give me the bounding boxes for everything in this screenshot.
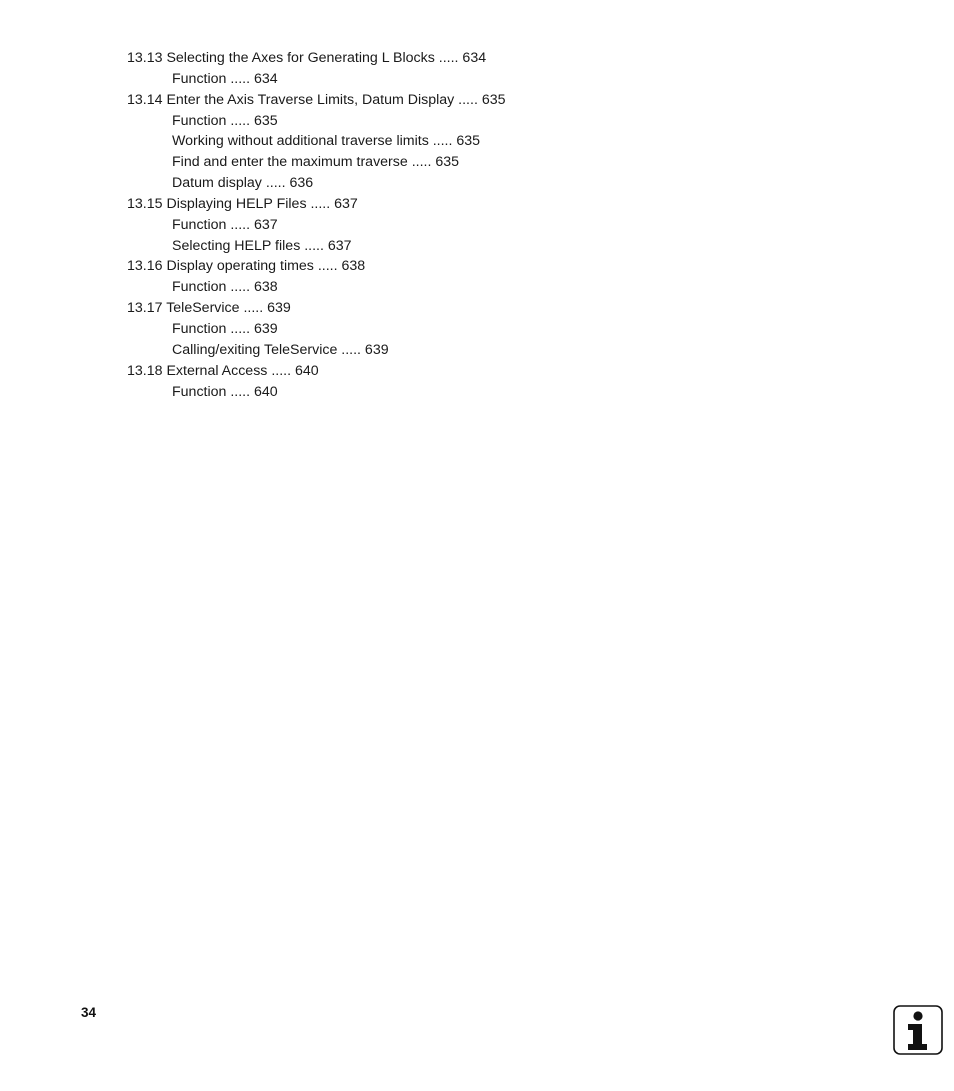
page-number: 34 [81, 1005, 97, 1020]
info-icon [893, 1005, 943, 1055]
toc-entry[interactable]: Function ..... 639 [172, 320, 278, 337]
toc-entry[interactable]: Function ..... 634 [172, 70, 278, 87]
toc-entry[interactable]: Find and enter the maximum traverse ..... 635 [172, 154, 460, 171]
toc-entry[interactable]: Datum display ..... 636 [172, 175, 314, 192]
table-of-contents [127, 48, 827, 402]
toc-entry[interactable]: 13.16 Display operating times ..... 638 [127, 258, 366, 275]
toc-entry[interactable]: Function ..... 635 [172, 112, 278, 129]
toc-entry[interactable]: 13.15 Displaying HELP Files ..... 637 [127, 195, 358, 212]
toc-entry[interactable]: Calling/exiting TeleService ..... 639 [172, 341, 389, 358]
toc-entry[interactable]: Function ..... 640 [172, 383, 278, 400]
toc-entry[interactable]: 13.18 External Access ..... 640 [127, 362, 319, 379]
toc-entry[interactable]: 13.14 Enter the Axis Traverse Limits, Datum Display ..... 635 [127, 91, 506, 108]
toc-entry[interactable]: 13.13 Selecting the Axes for Generating L Blocks ..... 634 [127, 50, 487, 66]
toc-entry[interactable]: Function ..... 638 [172, 279, 278, 296]
toc-entry[interactable]: Working without additional traverse limits ..... 635 [172, 133, 481, 150]
toc-entry[interactable]: 13.17 TeleService ..... 639 [127, 300, 291, 317]
toc-entry[interactable]: Function ..... 637 [172, 216, 278, 233]
toc-entry[interactable]: Selecting HELP files ..... 637 [172, 237, 352, 254]
